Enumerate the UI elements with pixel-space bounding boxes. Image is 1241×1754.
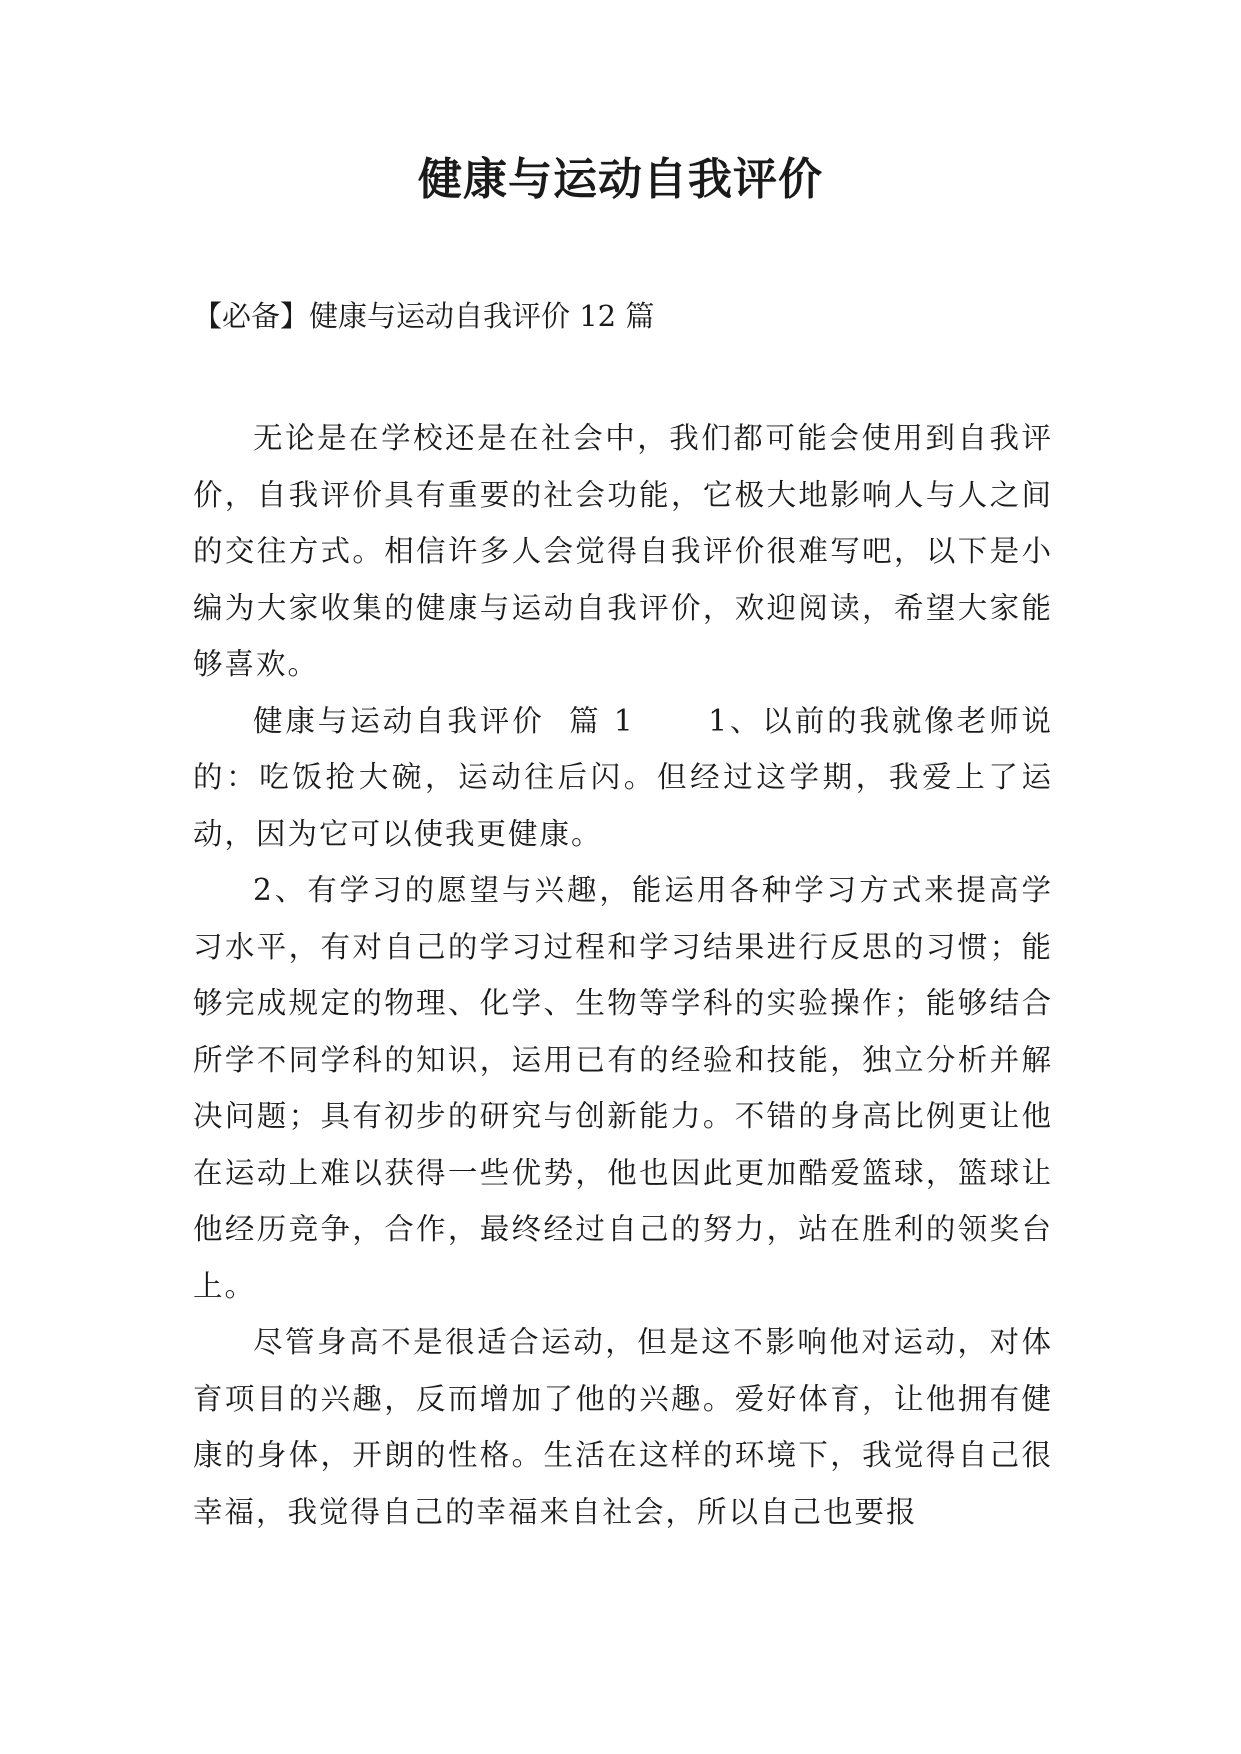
paragraph-continuation: 尽管身高不是很适合运动，但是这不影响他对运动，对体育项目的兴趣，反而增加了他的兴趣。爱好体育，让他拥有健康的身体，开朗的性格。生活在这样的环境下，我觉得自己很幸福，我觉得自己的幸福来自社会，所以自己也要报 bbox=[193, 1325, 1053, 1529]
document-subtitle: 【必备】健康与运动自我评价 12 篇 bbox=[193, 299, 655, 333]
page-title: 健康与运动自我评价 bbox=[418, 154, 823, 205]
document-body bbox=[193, 410, 1053, 1540]
paragraph-point-2: 2、有学习的愿望与兴趣，能运用各种学习方式来提高学习水平，有对自己的学习过程和学习结果进行反思的习惯；能够完成规定的物理、化学、生物等学科的实验操作；能够结合所学不同学科的知识，运用已有的经验和技能，独立分析并解决问题；具有初步的研究与创新能力。不错的身高比例更让他在运动上难以获得一些优势，他也因此更加酷爱篮球，篮球让他经历竞争，合作，最终经过自己的努力，站在胜利的领奖台上。 bbox=[193, 873, 1053, 1303]
paragraph-intro: 无论是在学校还是在社会中，我们都可能会使用到自我评价，自我评价具有重要的社会功能，它极大地影响人与人之间的交往方式。相信许多人会觉得自我评价很难写吧，以下是小编为大家收集的健康与运动自我评价，欢迎阅读，希望大家能够喜欢。 bbox=[193, 421, 1053, 681]
paragraph-section-1: 健康与运动自我评价 篇 1 1、以前的我就像老师说的：吃饭抢大碗，运动往后闪。但经过这学期，我爱上了运动，因为它可以使我更健康。 bbox=[193, 703, 1053, 851]
